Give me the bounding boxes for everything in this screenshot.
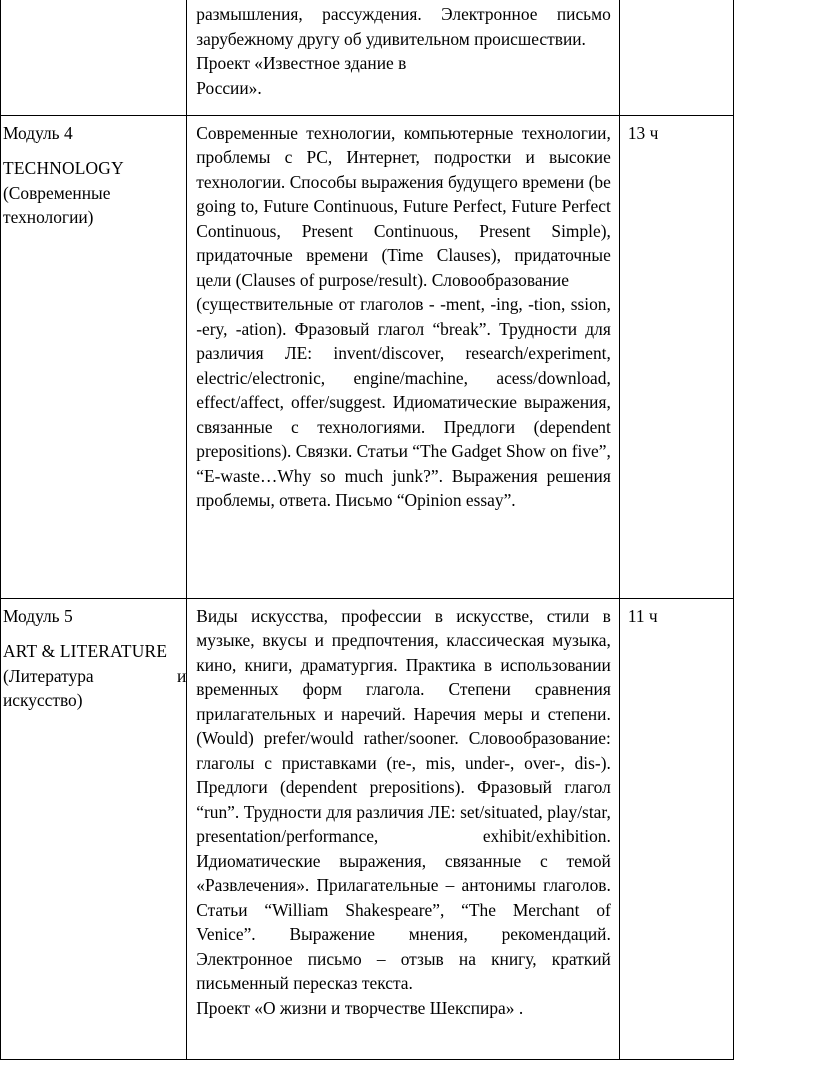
content-cell: [187, 0, 620, 115]
module-number: Модуль 4: [3, 122, 73, 143]
content-paragraph: (существительные от глаголов - -ment, -ing, -tion, ssion, -ery, -ation). Фразовый глагол “break”. Трудности для различия ЛЕ: invent/discover, research/experiment, electric/electronic, engine/machine, acess/download, effect/affect, offer/suggest. Идиоматические выражения, связанные с технологиями. Предлоги (dependent prepositions). Связки. Статьи “The Gadget Show on five”, “E-waste…Why so much junk?”. Выражения решения проблемы, ответа. Письмо “Opinion essay”.: [196, 294, 611, 510]
hours-cell: [619, 115, 733, 598]
module-cell: [1, 115, 187, 598]
hours-cell: [619, 0, 733, 115]
module-subtitle: (Литература и искусство): [3, 665, 187, 710]
content-paragraph: размышления, рассуждения. Электронное письмо зарубежному другу об удивительном происшествии.: [196, 4, 611, 49]
module-title: ART & LITERATURE: [3, 641, 168, 661]
content-paragraph: России».: [196, 77, 262, 98]
module-subtitle: (Современные технологии): [3, 182, 111, 227]
content-paragraph: Проект «О жизни и творчестве Шекспира» .: [196, 997, 524, 1018]
content-paragraph: Проект «Известное здание в: [196, 53, 407, 73]
hours-cell: [619, 598, 733, 1059]
table-row: [1, 0, 734, 115]
table-row: [1, 115, 734, 598]
content-cell: [187, 598, 620, 1059]
hours-value: 11 ч: [627, 605, 658, 626]
module-title: TECHNOLOGY: [3, 158, 124, 178]
content-paragraph: Виды искусства, профессии в искусстве, стили в музыке, вкусы и предпочтения, классическая музыка, кино, книги, драматургия. Практика в использовании временных форм глагола. Степени сравнения прилагательных и наречий. Наречия меры и степени. (Would) prefer/would rather/sooner. Словообразование: глаголы с приставками (re-, mis, under-, over-, dis-). Предлоги (dependent prepositions). Фразовый глагол “run”. Трудности для различия ЛЕ: set/situated, play/star, presentation/performance, exhibit/exhibition. Идиоматические выражения, связанные с темой «Развлечения». Прилагательные – антонимы глаголов. Статьи “William Shakespeare”, “The Merchant of Venice”. Выражение мнения, рекомендаций. Электронное письмо – отзыв на книгу, краткий письменный пересказ текста.: [196, 605, 611, 993]
content-cell: [187, 115, 620, 598]
module-number: Модуль 5: [3, 605, 73, 626]
table-row: [1, 598, 734, 1059]
hours-value: 13 ч: [627, 122, 659, 143]
module-cell: [1, 598, 187, 1059]
module-cell: [1, 0, 187, 115]
content-paragraph: Современные технологии, компьютерные технологии, проблемы с PC, Интернет, подростки и высокие технологии. Способы выражения будущего времени (be going to, Future Continuous, Future Perfect, Future Perfect Continuous, Present Continuous, Present Simple), придаточные времени (Time Clauses), придаточные цели (Clauses of purpose/result). Словообразование: [196, 122, 611, 290]
